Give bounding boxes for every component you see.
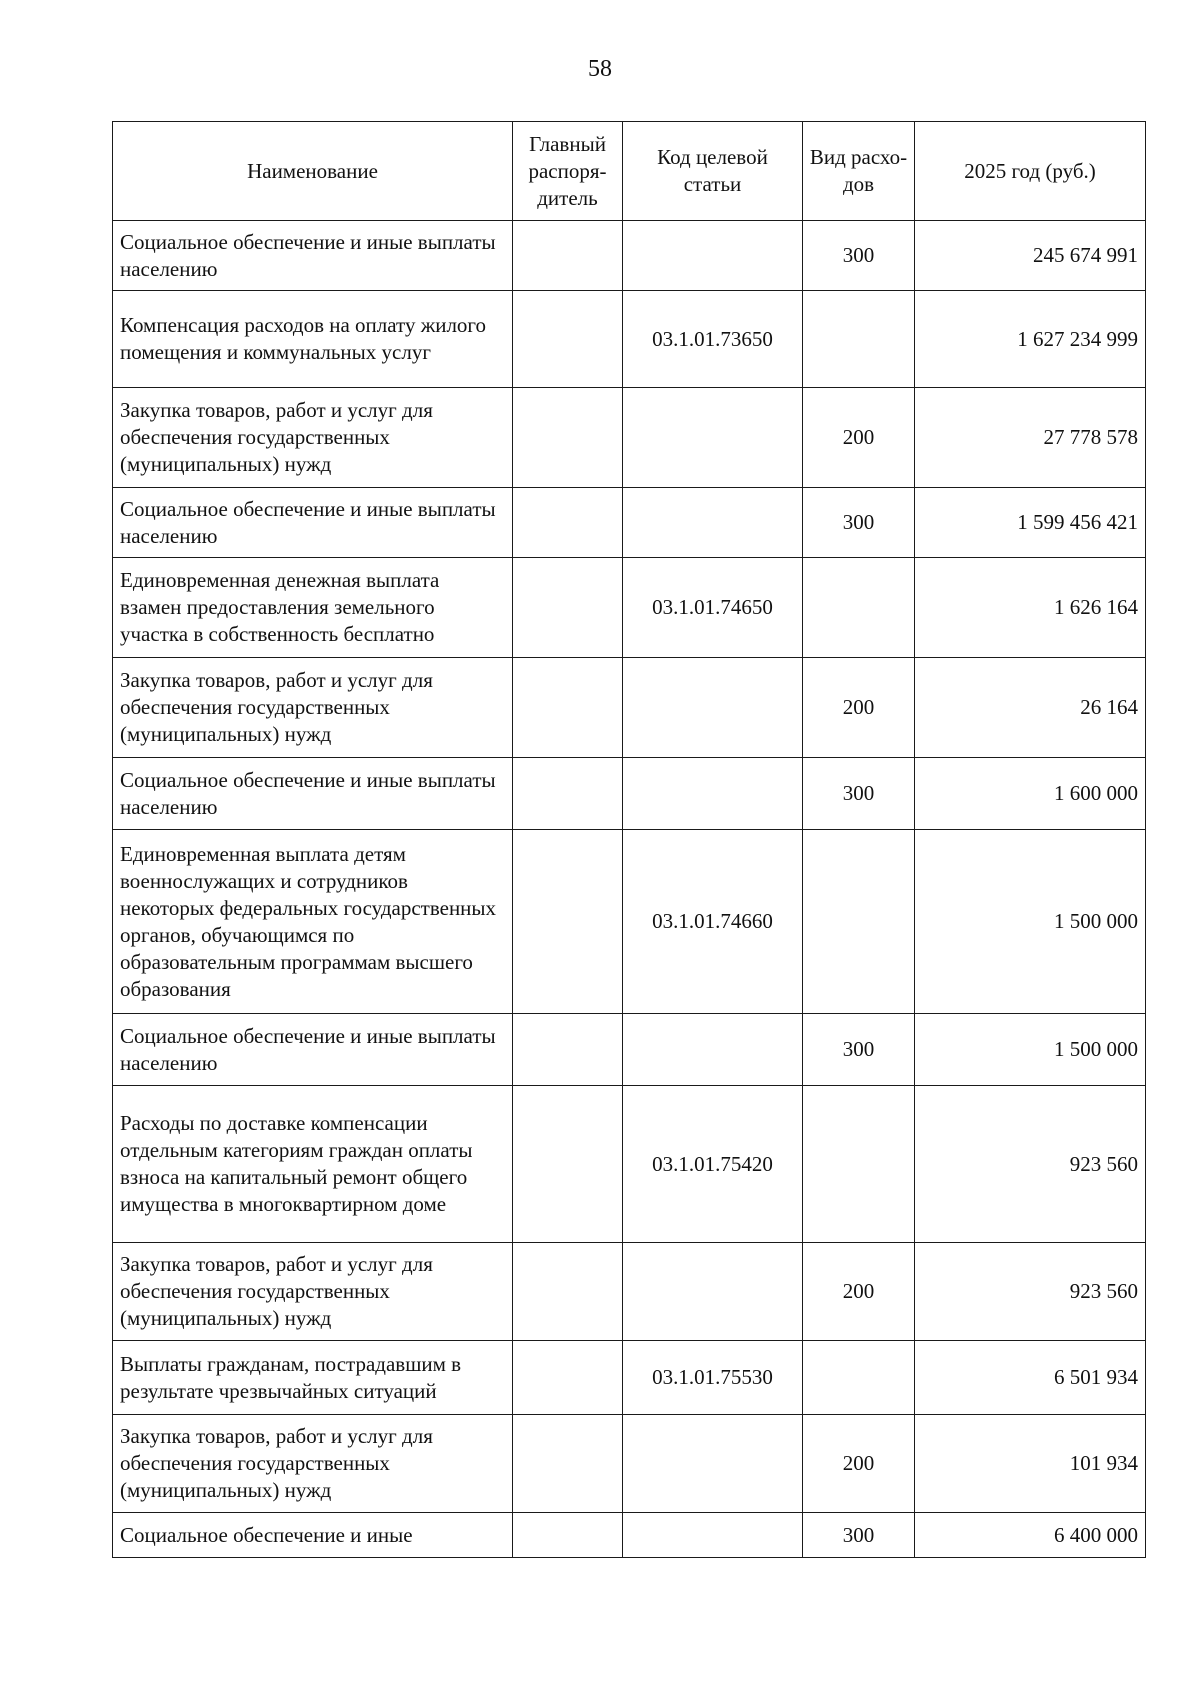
row-name: Единовременная денежная выплата взамен предоставления земельного участка в собственность бесплатно xyxy=(113,558,513,658)
table-row xyxy=(113,388,1146,488)
table-row xyxy=(113,558,1146,658)
table-row xyxy=(113,1086,1146,1243)
row-amount: 1 500 000 xyxy=(915,1014,1146,1086)
header-type: Вид расхо-дов xyxy=(803,122,915,221)
row-amount: 6 501 934 xyxy=(915,1341,1146,1415)
row-amount: 27 778 578 xyxy=(915,388,1146,488)
row-name: Социальное обеспечение и иные выплаты населению xyxy=(113,758,513,830)
table-row xyxy=(113,291,1146,388)
row-name: Закупка товаров, работ и услуг для обеспечения государственных (муниципальных) нужд xyxy=(113,388,513,488)
header-amount: 2025 год (руб.) xyxy=(915,122,1146,221)
table-row xyxy=(113,1341,1146,1415)
budget-table xyxy=(112,121,1146,1558)
row-type: 300 xyxy=(803,1513,915,1558)
row-chief xyxy=(513,758,623,830)
header-name: Наименование xyxy=(113,122,513,221)
row-amount: 26 164 xyxy=(915,658,1146,758)
table-row xyxy=(113,830,1146,1014)
row-type xyxy=(803,1341,915,1415)
row-code xyxy=(623,488,803,558)
row-amount: 1 626 164 xyxy=(915,558,1146,658)
table-row xyxy=(113,488,1146,558)
row-amount: 1 599 456 421 xyxy=(915,488,1146,558)
row-chief xyxy=(513,1341,623,1415)
row-amount: 1 627 234 999 xyxy=(915,291,1146,388)
row-code xyxy=(623,1243,803,1341)
row-code xyxy=(623,221,803,291)
row-name: Выплаты гражданам, пострадавшим в результате чрезвычайных ситуаций xyxy=(113,1341,513,1415)
table-row xyxy=(113,1513,1146,1558)
row-type: 300 xyxy=(803,221,915,291)
row-type: 200 xyxy=(803,1243,915,1341)
row-amount: 101 934 xyxy=(915,1415,1146,1513)
row-code xyxy=(623,758,803,830)
row-chief xyxy=(513,1415,623,1513)
row-chief xyxy=(513,830,623,1014)
row-type xyxy=(803,291,915,388)
row-name: Социальное обеспечение и иные выплаты населению xyxy=(113,488,513,558)
row-name: Расходы по доставке компенсации отдельным категориям граждан оплаты взноса на капитальный ремонт общего имущества в многоквартирном доме xyxy=(113,1086,513,1243)
row-name: Закупка товаров, работ и услуг для обеспечения государственных (муниципальных) нужд xyxy=(113,1415,513,1513)
row-type xyxy=(803,558,915,658)
row-type: 200 xyxy=(803,658,915,758)
row-name: Социальное обеспечение и иные xyxy=(113,1513,513,1558)
row-name: Единовременная выплата детям военнослужащих и сотрудников некоторых федеральных государственных органов, обучающимся по образовательным программам высшего образования xyxy=(113,830,513,1014)
row-amount: 6 400 000 xyxy=(915,1513,1146,1558)
row-amount: 923 560 xyxy=(915,1086,1146,1243)
row-code: 03.1.01.75420 xyxy=(623,1086,803,1243)
table-row xyxy=(113,658,1146,758)
row-code xyxy=(623,1014,803,1086)
row-amount: 923 560 xyxy=(915,1243,1146,1341)
row-chief xyxy=(513,1014,623,1086)
header-chief: Главный распоря-дитель xyxy=(513,122,623,221)
table-row xyxy=(113,1243,1146,1341)
row-code: 03.1.01.73650 xyxy=(623,291,803,388)
row-type: 300 xyxy=(803,758,915,830)
table-row xyxy=(113,1014,1146,1086)
row-code: 03.1.01.74660 xyxy=(623,830,803,1014)
row-amount: 1 500 000 xyxy=(915,830,1146,1014)
row-code: 03.1.01.75530 xyxy=(623,1341,803,1415)
row-code xyxy=(623,388,803,488)
row-type: 300 xyxy=(803,488,915,558)
row-chief xyxy=(513,488,623,558)
row-code xyxy=(623,1513,803,1558)
row-name: Закупка товаров, работ и услуг для обеспечения государственных (муниципальных) нужд xyxy=(113,1243,513,1341)
table-row xyxy=(113,1415,1146,1513)
row-amount: 245 674 991 xyxy=(915,221,1146,291)
row-chief xyxy=(513,1513,623,1558)
row-chief xyxy=(513,388,623,488)
row-type: 200 xyxy=(803,388,915,488)
row-chief xyxy=(513,658,623,758)
row-type: 300 xyxy=(803,1014,915,1086)
table-row xyxy=(113,758,1146,830)
row-name: Компенсация расходов на оплату жилого помещения и коммунальных услуг xyxy=(113,291,513,388)
row-code xyxy=(623,1415,803,1513)
header-code: Код целевой статьи xyxy=(623,122,803,221)
table-row xyxy=(113,221,1146,291)
row-code xyxy=(623,658,803,758)
row-name: Закупка товаров, работ и услуг для обеспечения государственных (муниципальных) нужд xyxy=(113,658,513,758)
row-code: 03.1.01.74650 xyxy=(623,558,803,658)
row-name: Социальное обеспечение и иные выплаты населению xyxy=(113,1014,513,1086)
row-type xyxy=(803,1086,915,1243)
row-chief xyxy=(513,558,623,658)
table-header-row xyxy=(113,122,1146,221)
row-chief xyxy=(513,1086,623,1243)
page-number: 58 xyxy=(588,56,612,82)
row-type xyxy=(803,830,915,1014)
row-chief xyxy=(513,221,623,291)
row-amount: 1 600 000 xyxy=(915,758,1146,830)
row-name: Социальное обеспечение и иные выплаты населению xyxy=(113,221,513,291)
row-chief xyxy=(513,1243,623,1341)
row-type: 200 xyxy=(803,1415,915,1513)
row-chief xyxy=(513,291,623,388)
